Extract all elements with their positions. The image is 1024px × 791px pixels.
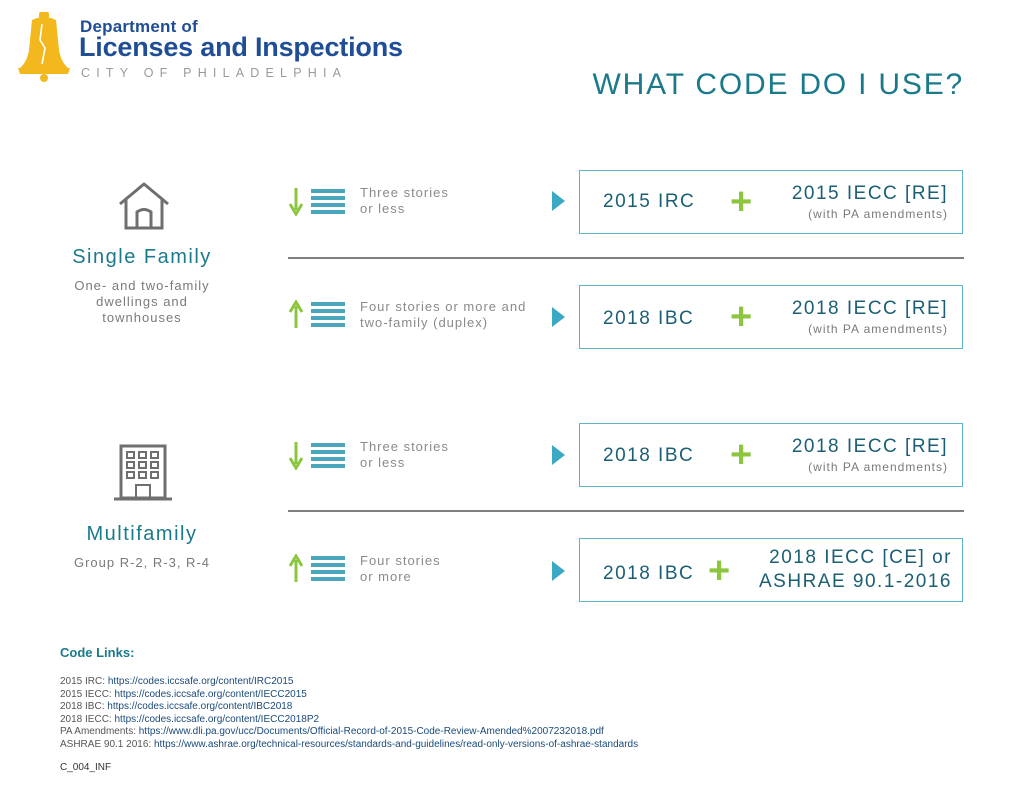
row-separator [288,510,964,512]
department-name: Licenses and Inspections [79,32,403,62]
desc-line: Group R-2, R-3, R-4 [73,555,211,570]
code-link-row: 2018 IECC: https://codes.iccsafe.org/content/IECC2018P2 [60,713,320,725]
amendment-note: (with PA amendments) [808,460,948,474]
amendment-note: (with PA amendments) [808,322,948,336]
energy-code-label-alt: ASHRAE 90.1-2016 [759,571,952,592]
desc-line: dwellings and [96,294,188,309]
code-box [579,170,963,234]
building-code-label: 2018 IBC [603,563,695,584]
multifamily-description [42,555,242,571]
code-link[interactable]: https://codes.iccsafe.org/content/IECC2018P2 [114,713,320,725]
amendment-note: (with PA amendments) [808,207,948,221]
arrow-down-icon [288,186,304,216]
energy-code-label: 2018 IECC [RE] [791,298,948,319]
document-id: C_004_INF [60,762,112,773]
single-family-description [42,278,242,326]
energy-code-label: 2015 IECC [RE] [791,183,948,204]
code-box [579,423,963,487]
stories-text: Four stories or more [360,553,441,584]
energy-code-label: 2018 IECC [CE] or [769,547,952,568]
code-link[interactable]: https://codes.iccsafe.org/content/IBC2018 [107,701,293,712]
stories-text: Three stories or less [360,439,449,470]
plus-icon: + [730,434,753,476]
code-link-row: 2015 IRC: https://codes.iccsafe.org/content/IRC2015 [60,676,294,687]
liberty-bell-logo-icon [12,10,74,82]
code-link-row: 2018 IBC: https://codes.iccsafe.org/content/IBC2018 [60,701,293,712]
plus-icon: + [708,550,731,592]
stories-text: Four stories or more and two-family (duplex) [360,299,527,330]
building-code-label: 2018 IBC [603,308,695,329]
stories-lines-icon [311,443,345,469]
code-link-row: ASHRAE 90.1 2016: https://www.ashrae.org/technical-resources/standards-and-guidelines/read-only-versions-of-ashrae-standards [60,738,639,750]
page-title: WHAT CODE DO I USE? [592,68,964,101]
department-of-label: Department of [80,17,198,36]
desc-line: townhouses [102,310,182,325]
code-box [579,538,963,602]
play-arrow-icon [552,307,565,327]
arrow-up-icon [288,300,304,330]
code-link-row: PA Amendments: https://www.dli.pa.gov/ucc/Documents/Official-Record-of-2015-Code-Review-Amended%2007232018.pdf [60,726,604,737]
arrow-up-icon [288,554,304,584]
play-arrow-icon [552,191,565,211]
code-link[interactable]: https://codes.iccsafe.org/content/IRC2015 [107,676,294,687]
plus-icon: + [730,296,753,338]
desc-line: One- and two-family [74,278,210,293]
city-label: CITY OF PHILADELPHIA [81,66,348,80]
plus-icon: + [730,181,753,223]
code-link[interactable]: https://www.ashrae.org/technical-resources/standards-and-guidelines/read-only-versions-of-ashrae-standards [153,738,639,750]
play-arrow-icon [552,445,565,465]
code-box [579,285,963,349]
multifamily-title: Multifamily [86,523,198,545]
single-family-title: Single Family [72,246,212,268]
building-code-label: 2018 IBC [603,445,695,466]
building-code-label: 2015 IRC [603,191,696,212]
energy-code-label: 2018 IECC [RE] [791,436,948,457]
row-separator [288,257,964,259]
stories-lines-icon [311,556,345,582]
code-links-heading: Code Links: [60,645,135,660]
code-link-row: 2015 IECC: https://codes.iccsafe.org/content/IECC2015 [60,688,307,700]
building-icon [112,443,174,505]
stories-lines-icon [311,302,345,328]
code-link[interactable]: https://www.dli.pa.gov/ucc/Documents/Official-Record-of-2015-Code-Review-Amended%2007232018.pdf [138,726,604,737]
stories-text: Three stories or less [360,185,449,216]
stories-lines-icon [311,189,345,215]
play-arrow-icon [552,561,565,581]
house-icon [115,180,173,232]
arrow-down-icon [288,440,304,470]
code-link[interactable]: https://codes.iccsafe.org/content/IECC2015 [114,688,307,700]
